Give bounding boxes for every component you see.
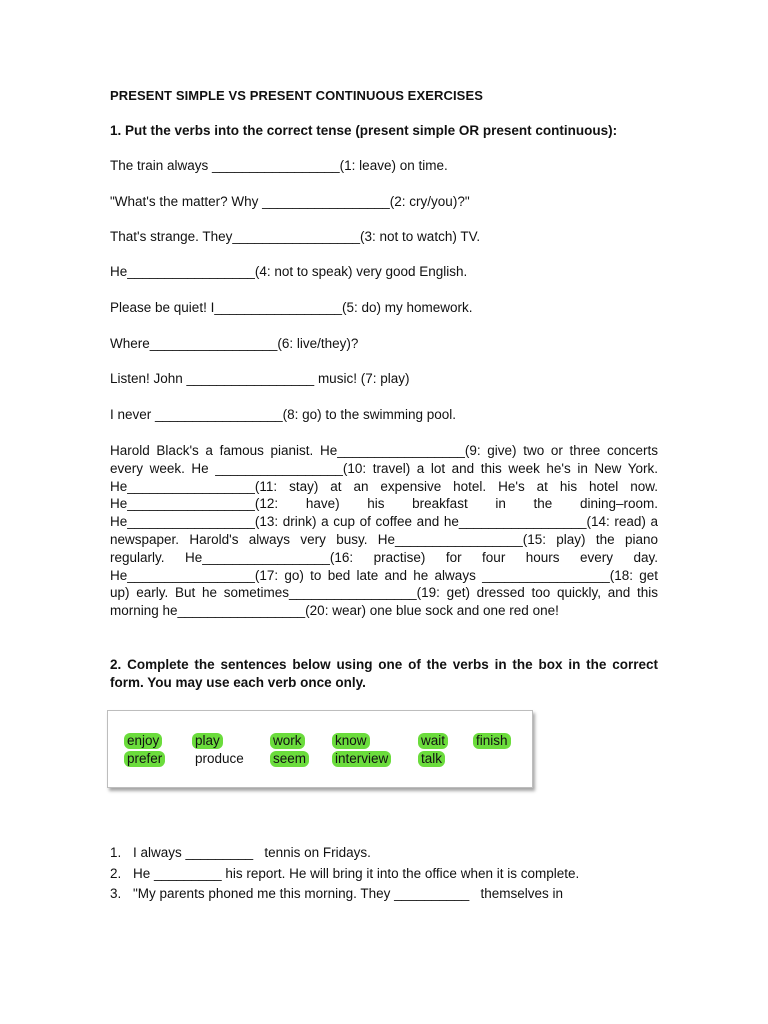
verb-enjoy: enjoy: [124, 733, 162, 749]
paragraph-line: He_________________(13: drink) a cup of coffee and he_________________(14: read) a: [110, 514, 658, 530]
verb-prefer: prefer: [124, 751, 165, 767]
section-1-heading: 1. Put the verbs into the correct tense (present simple OR present continuous):: [110, 123, 618, 138]
paragraph-line: morning he_________________(20: wear) one blue sock and one red one!: [110, 603, 559, 619]
list-item-text: He _________ his report. He will bring it into the office when it is complete.: [133, 865, 580, 881]
exercise-sentence-1: The train always _________________(1: leave) on time.: [110, 158, 448, 173]
verb-produce: produce: [195, 751, 244, 766]
list-item-text: "My parents phoned me this morning. They __________ themselves in: [133, 886, 564, 901]
exercise-sentence-7: Listen! John _________________ music! (7: play): [110, 371, 410, 386]
list-item: [110, 864, 590, 884]
section-2-heading-line-1: 2. Complete the sentences below using one of the verbs in the box in the correct: [110, 657, 658, 672]
numbered-exercise-list: [110, 843, 590, 904]
paragraph-line: He_________________(17: go) to bed late and he always _________________(18: get: [110, 567, 658, 583]
page-title: PRESENT SIMPLE VS PRESENT CONTINUOUS EXERCISES: [110, 88, 483, 103]
paragraph-line: newspaper. Harold's always very busy. He_________________(15: play) the piano: [110, 531, 658, 547]
verb-wait: wait: [418, 733, 448, 749]
list-item-number: 3.: [110, 886, 122, 901]
verb-seem: seem: [270, 751, 309, 767]
exercise-sentence-4: He_________________(4: not to speak) very good English.: [110, 264, 468, 279]
exercise-sentence-3: That's strange. They_________________(3: not to watch) TV.: [110, 229, 481, 244]
paragraph-line: He_________________(11: stay) at an expensive hotel. He's at his hotel now.: [110, 478, 658, 494]
list-item-number: 1.: [110, 845, 122, 860]
verb-talk: talk: [418, 751, 445, 767]
section-2-heading-line-2: form. You may use each verb once only.: [110, 675, 366, 690]
verb-box: [107, 710, 533, 788]
paragraph-line: every week. He _________________(10: travel) a lot and this week he's in New York.: [110, 460, 658, 476]
verb-interview: interview: [332, 751, 391, 767]
paragraph-line: He_________________(12: have) his breakfast in the dining–room.: [110, 496, 658, 512]
exercise-sentence-5: Please be quiet! I_________________(5: do) my homework.: [110, 300, 473, 315]
paragraph-line: up) early. But he sometimes_________________(19: get) dressed too quickly, and this: [110, 585, 658, 601]
verb-know: know: [332, 733, 370, 749]
verb-work: work: [270, 733, 305, 749]
exercise-sentence-2: "What's the matter? Why _________________(2: cry/you)?": [110, 194, 470, 209]
list-item-text: I always _________ tennis on Fridays.: [133, 845, 371, 860]
exercise-sentence-6: Where_________________(6: live/they)?: [110, 336, 359, 351]
paragraph-line: Harold Black's a famous pianist. He_________________(9: give) two or three concerts: [110, 443, 658, 458]
verb-finish: finish: [473, 733, 511, 749]
list-item: [110, 843, 590, 863]
list-item-number: 2.: [110, 865, 122, 881]
list-item: [110, 884, 590, 904]
paragraph-line: regularly. He_________________(16: practise) for four hours every day.: [110, 549, 658, 565]
section-2-heading: [110, 656, 658, 692]
exercise-sentence-8: I never _________________(8: go) to the swimming pool.: [110, 407, 456, 422]
harold-paragraph: [110, 442, 658, 620]
verb-play: play: [192, 733, 223, 749]
